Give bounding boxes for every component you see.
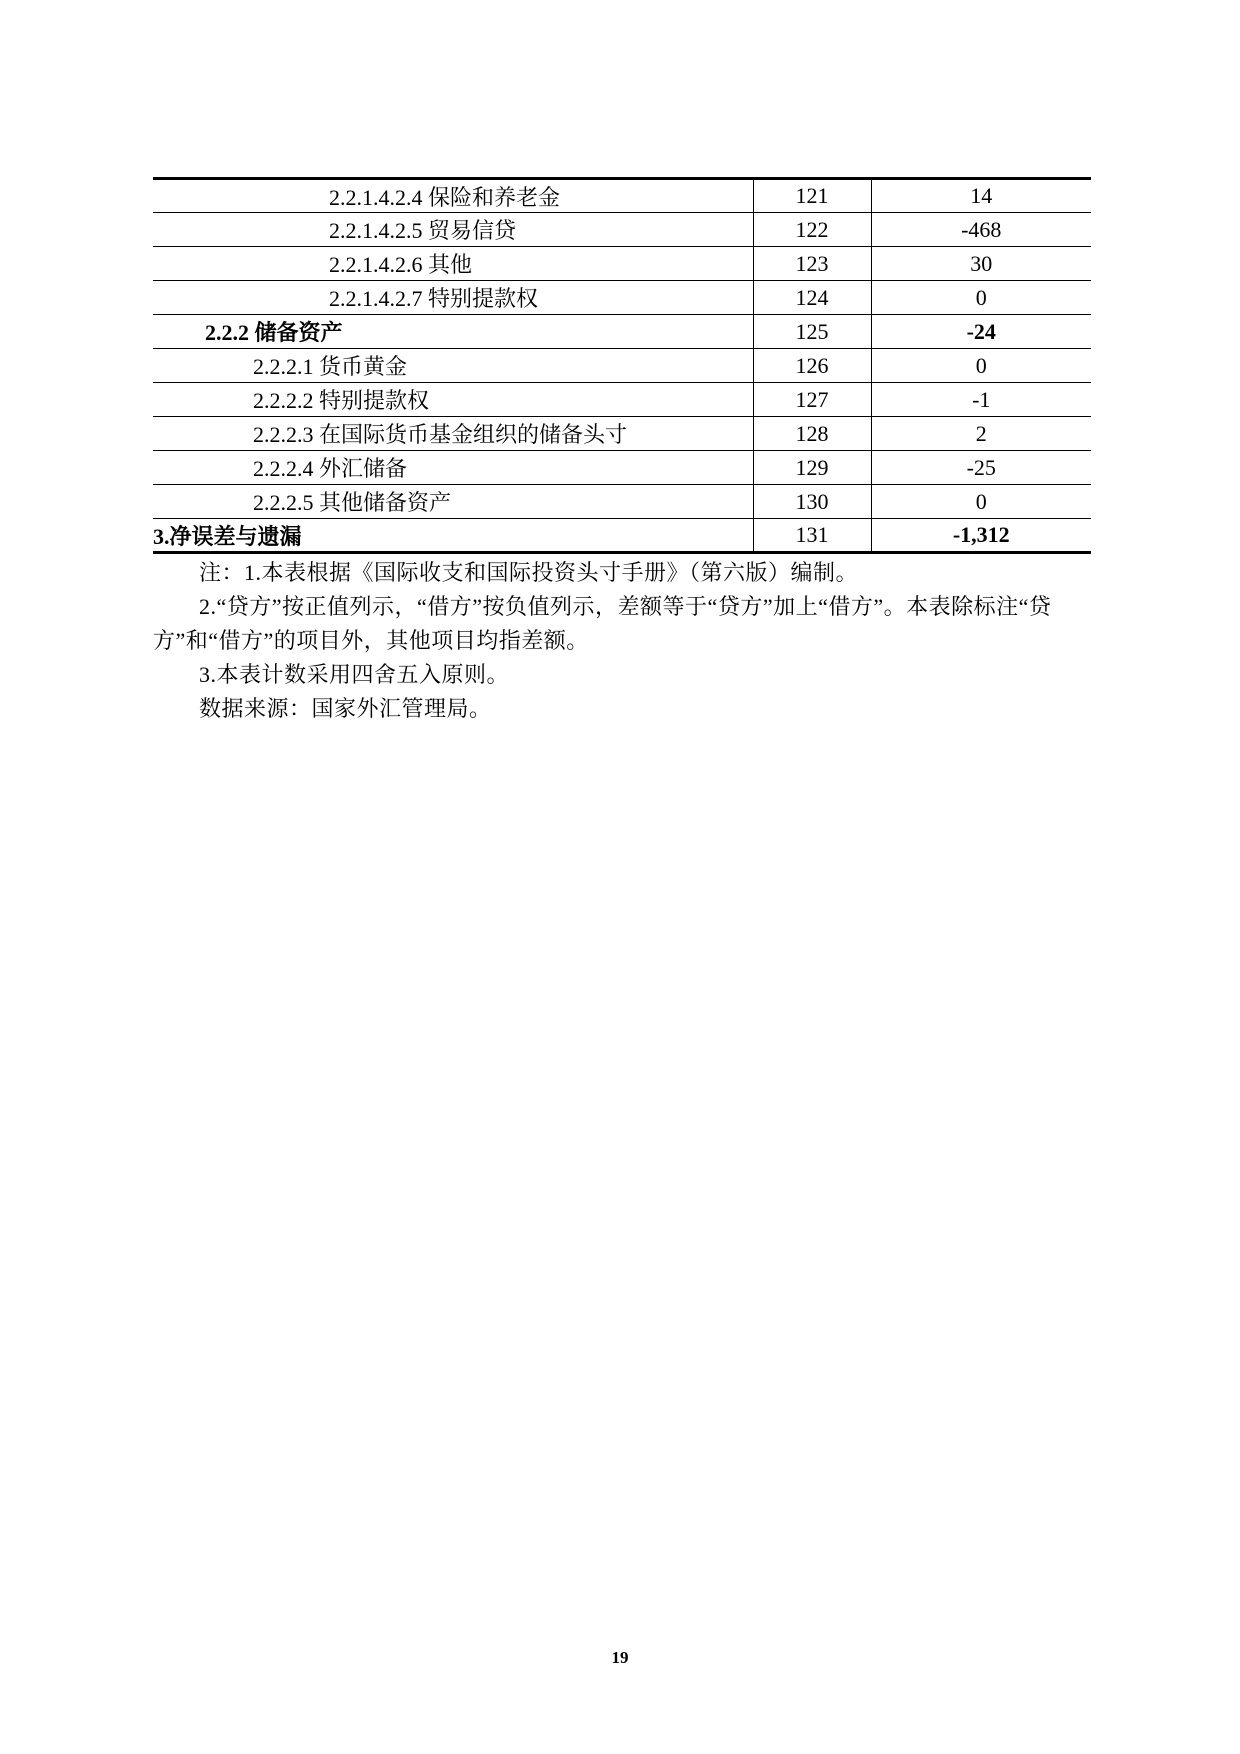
table-notes <box>153 556 1103 726</box>
item-cell: 2.2.2.1 货币黄金 <box>153 349 753 383</box>
note-3: 3.本表计数采用四舍五入原则。 <box>199 662 510 687</box>
item-cell: 2.2.2.2 特别提款权 <box>153 383 753 417</box>
balance-of-payments-table <box>153 177 1091 554</box>
code-cell: 127 <box>753 383 871 417</box>
value-cell: -25 <box>871 451 1091 485</box>
table-row <box>153 485 1091 519</box>
value-cell: -1,312 <box>871 519 1091 553</box>
table-body <box>153 179 1091 553</box>
value-cell: 0 <box>871 281 1091 315</box>
note-1: 注：1.本表根据《国际收支和国际投资头寸手册》（第六版）编制。 <box>199 560 859 585</box>
table-row <box>153 383 1091 417</box>
code-cell: 131 <box>753 519 871 553</box>
code-cell: 121 <box>753 179 871 213</box>
code-cell: 126 <box>753 349 871 383</box>
table-row <box>153 315 1091 349</box>
table-row <box>153 179 1091 213</box>
value-cell: -1 <box>871 383 1091 417</box>
item-cell: 2.2.2.3 在国际货币基金组织的储备头寸 <box>153 417 753 451</box>
table-row <box>153 349 1091 383</box>
item-cell: 2.2.1.4.2.4 保险和养老金 <box>329 184 561 210</box>
item-cell: 2.2.2.4 外汇储备 <box>153 451 753 485</box>
code-cell: 123 <box>753 247 871 281</box>
code-cell: 125 <box>753 315 871 349</box>
note-2: 2.“贷方”按正值列示，“借方”按负值列示，差额等于“贷方”加上“借方”。本表除标注“贷方”和“借方”的项目外，其他项目均指差额。 <box>153 594 1052 653</box>
code-cell: 122 <box>753 213 871 247</box>
value-cell: -24 <box>871 315 1091 349</box>
item-cell: 2.2.1.4.2.6 其他 <box>153 247 753 281</box>
value-cell: -468 <box>871 213 1091 247</box>
page-number: 19 <box>611 1648 629 1667</box>
item-cell: 2.2.1.4.2.7 特别提款权 <box>153 281 753 315</box>
table-row <box>153 451 1091 485</box>
value-cell: 14 <box>871 179 1091 213</box>
code-cell: 130 <box>753 485 871 519</box>
value-cell: 0 <box>871 485 1091 519</box>
table-row <box>153 519 1091 553</box>
table-row <box>153 417 1091 451</box>
item-cell: 3.净误差与遗漏 <box>153 519 753 553</box>
item-cell: 2.2.2.5 其他储备资产 <box>153 485 753 519</box>
value-cell: 2 <box>871 417 1091 451</box>
code-cell: 124 <box>753 281 871 315</box>
table-row <box>153 281 1091 315</box>
item-cell: 2.2.1.4.2.5 贸易信贷 <box>153 213 753 247</box>
value-cell: 0 <box>871 349 1091 383</box>
code-cell: 128 <box>753 417 871 451</box>
code-cell: 129 <box>753 451 871 485</box>
value-cell: 30 <box>871 247 1091 281</box>
table-row <box>153 247 1091 281</box>
item-cell: 2.2.2 储备资产 <box>153 315 753 349</box>
data-source-note: 数据来源：国家外汇管理局。 <box>199 696 492 721</box>
table-row <box>153 213 1091 247</box>
